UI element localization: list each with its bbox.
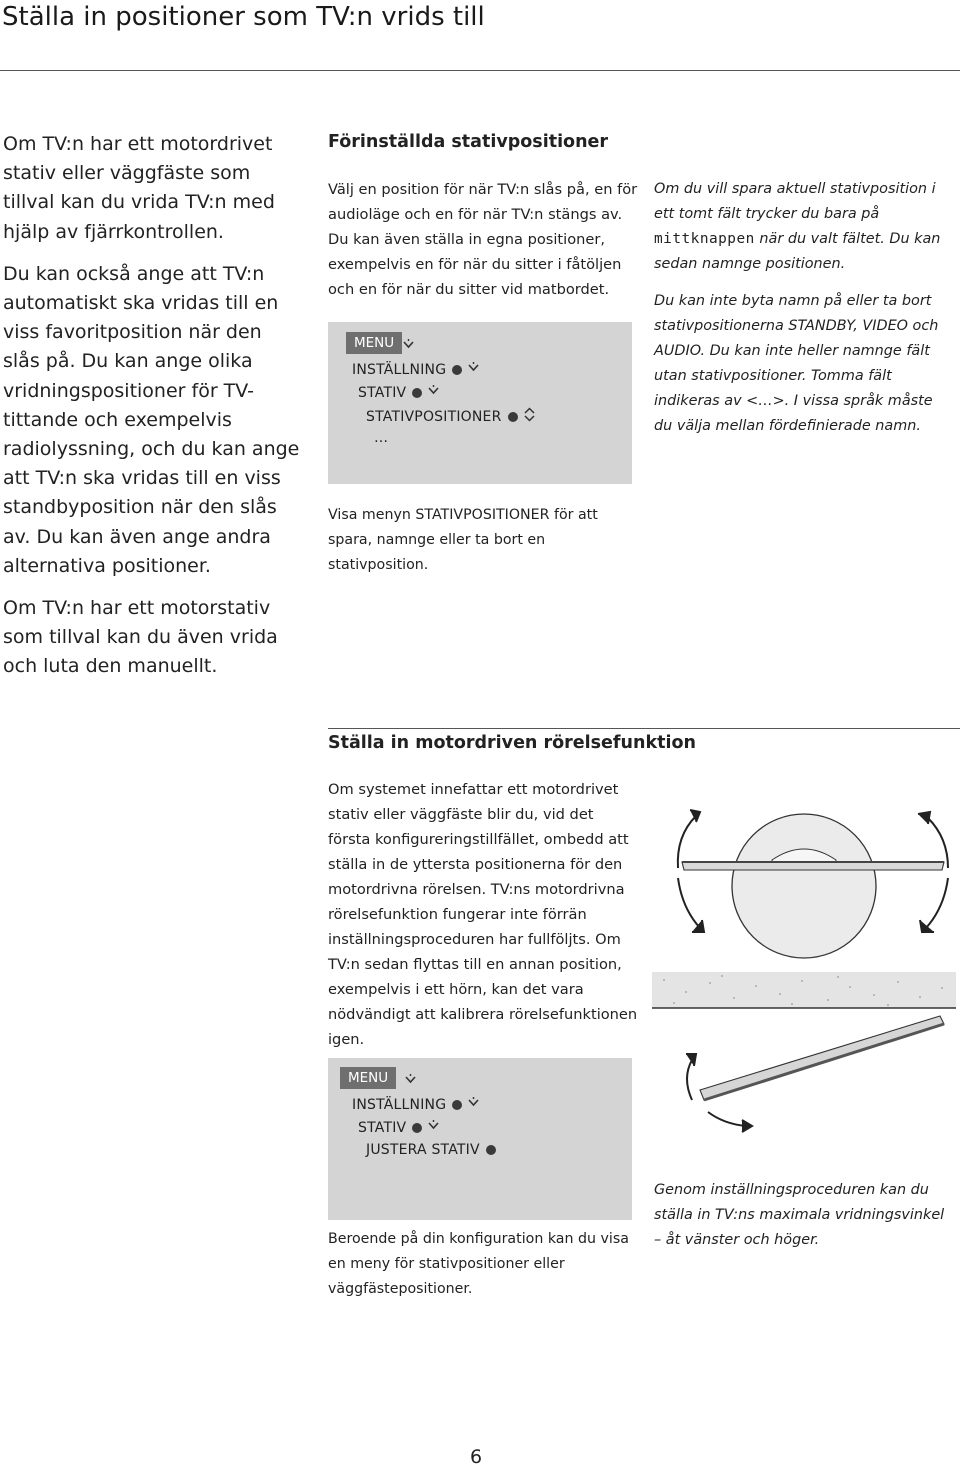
preset-menu-caption: Visa menyn STATIVPOSITIONER för att spara, namnge eller ta bort en stativposition.	[328, 507, 598, 573]
menu-item-stativpositioner[interactable]	[366, 407, 536, 426]
intro-paragraph-3: Om TV:n har ett motorstativ som tillval kan du även vrida och luta den manuellt.	[3, 597, 278, 678]
section-divider	[328, 728, 960, 729]
chevron-down-icon	[427, 384, 440, 401]
menu-item-stativ[interactable]	[358, 1119, 440, 1136]
rotate-arrow-icon	[918, 812, 948, 868]
wall-surface	[652, 972, 956, 1008]
select-dot-icon	[452, 365, 462, 375]
stand-base-disc	[732, 814, 876, 958]
rotate-arrow-icon	[678, 810, 700, 868]
page-number: 6	[470, 1446, 483, 1468]
menu-item-label: STATIV	[358, 1119, 407, 1136]
rotate-arrow-icon	[686, 1054, 696, 1100]
menu-item-installning[interactable]	[352, 361, 480, 378]
menu-item-installning[interactable]	[352, 1096, 480, 1113]
intro-paragraph-1: Om TV:n har ett motordrivet stativ eller väggfäste som tillval kan du vrida TV:n med hjälp av fjärrkontrollen.	[3, 133, 275, 243]
stand-positions-menu	[328, 322, 632, 484]
rotation-illustration	[652, 778, 956, 1168]
rotate-arrow-icon	[708, 1112, 752, 1132]
menu-item-more[interactable]: …	[374, 430, 389, 446]
tv-screen-top	[682, 862, 944, 870]
adjust-stand-menu	[328, 1058, 632, 1220]
chevron-down-icon	[467, 1096, 480, 1113]
menu-item-label: INSTÄLLNING	[352, 1096, 447, 1113]
select-dot-icon	[412, 1123, 422, 1133]
select-dot-icon	[486, 1145, 496, 1155]
intro-paragraph-2: Du kan också ange att TV:n automatiskt ska vridas till en viss favoritposition när den slås på. Du kan ange olika vridningspositioner för TV-tittande och exempelvis radiolyssning, och du kan ange att TV:n ska vridas till en viss standbyposition när den slås av. Du kan även ange andra alternativa positioner.	[3, 262, 300, 577]
preset-heading: Förinställda stativpositioner	[328, 132, 609, 152]
center-button-keyword: mittknappen	[654, 231, 755, 247]
menu-item-label: STATIVPOSITIONER	[366, 408, 502, 425]
title-divider	[0, 70, 960, 71]
intro-column	[3, 130, 303, 695]
restricted-positions-note: Du kan inte byta namn på eller ta bort stativpositionerna STANDBY, VIDEO och AUDIO. Du kan inte heller namnge fält utan stativpositioner. Tomma fält indikeras av <…>. I vissa språk måste du välja mellan fördefinierade namn.	[654, 293, 939, 434]
motor-menu-caption: Beroende på din konfiguration kan du visa en meny för stativpositioner eller väggfästepositioner.	[328, 1231, 629, 1297]
chevron-down-icon	[467, 361, 480, 378]
menu-item-label: JUSTERA STATIV	[366, 1142, 480, 1158]
select-dot-icon	[412, 388, 422, 398]
menu-item-stativ[interactable]	[358, 384, 440, 401]
preset-notes	[654, 177, 954, 451]
chevron-down-icon	[427, 1119, 440, 1136]
save-position-note: Om du vill spara aktuell stativposition i ett tomt fält trycker du bara på mittknappen när du valt fältet. Du kan sedan namnge positionen.	[654, 181, 941, 272]
motor-heading: Ställa in motordriven rörelsefunktion	[328, 733, 696, 753]
preset-body: Välj en position för när TV:n slås på, en för audioläge och en för när TV:n stängs av. Du kan även ställa in egna positioner, exempelvis en för när du sitter i fåtöljen och en för när du sitter vid matbordet.	[328, 181, 638, 298]
menu-item-label: INSTÄLLNING	[352, 361, 447, 378]
menu-tag: MENU	[340, 1067, 396, 1089]
chevron-up-down-icon	[523, 407, 536, 426]
select-dot-icon	[452, 1100, 462, 1110]
select-dot-icon	[508, 412, 518, 422]
chevron-down-icon	[402, 336, 415, 355]
chevron-down-icon	[404, 1071, 417, 1090]
rotate-arrow-icon	[678, 878, 704, 932]
menu-tag: MENU	[346, 332, 402, 354]
motor-body: Om systemet innefattar ett motordrivet stativ eller väggfäste blir du, vid det första konfigureringstillfället, ombedd att ställa in de yttersta positionerna för den motordrivna rörelsen. TV:ns motordrivna rörelsefunktion fungerar inte förrän inställningsproceduren har fullföljts. Om TV:n sedan flyttas till en annan position, exempelvis i ett hörn, kan det vara nödvändigt att kalibrera rörelsefunktionen igen.	[328, 781, 638, 1048]
menu-item-label: STATIV	[358, 384, 407, 401]
tv-panel-angled	[700, 1016, 944, 1100]
figure-caption: Genom inställningsproceduren kan du ställa in TV:ns maximala vridningsvinkel – åt vänster och höger.	[654, 1182, 945, 1248]
rotate-arrow-icon	[920, 878, 948, 932]
page-title: Ställa in positioner som TV:n vrids till	[2, 2, 485, 32]
menu-item-justera-stativ[interactable]	[366, 1142, 496, 1158]
